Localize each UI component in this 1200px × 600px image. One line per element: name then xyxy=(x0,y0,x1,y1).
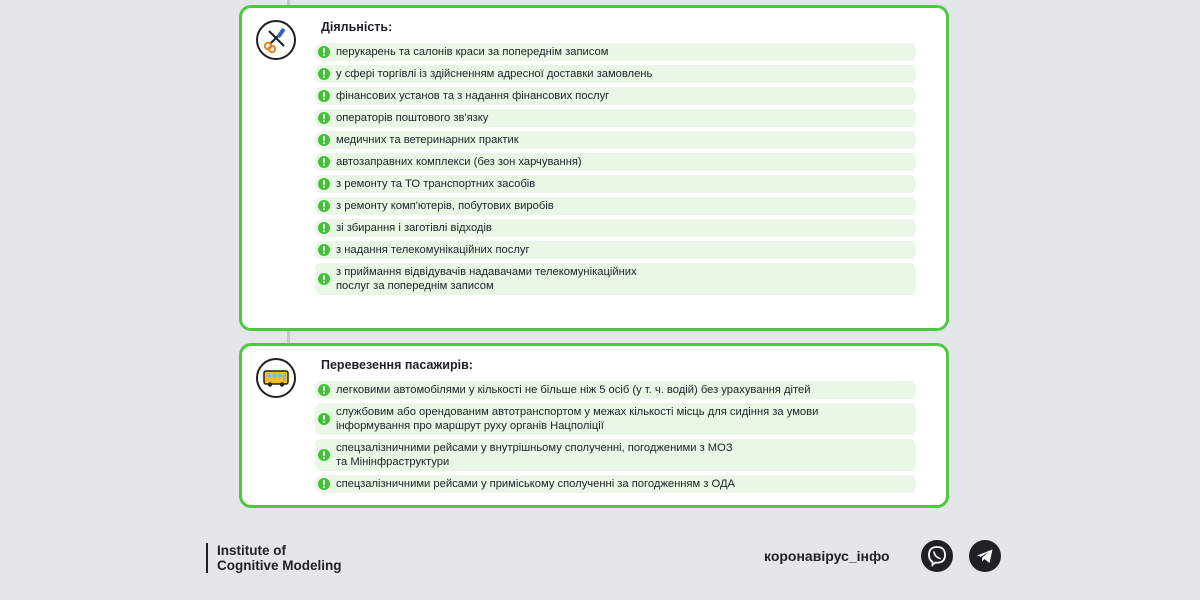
list-item: перукарень та салонів краси за попереднім записом xyxy=(315,43,916,61)
site-name: коронавірус_інфо xyxy=(764,548,890,564)
list-item: фінансових установ та з надання фінансових послуг xyxy=(315,87,916,105)
exclamation-icon xyxy=(318,178,330,190)
scissors-comb-icon xyxy=(256,20,296,60)
list-item: з надання телекомунікаційних послуг xyxy=(315,241,916,259)
list-item: службовим або орендованим автотранспортом у межах кількості місць для сидіння за умови інформування про маршрут руху органів Нацполіції xyxy=(315,403,916,435)
logo-line: Cognitive Modeling xyxy=(217,558,342,573)
list-item: спецзалізничними рейсами у внутрішньому сполученні, погодженими з МОЗ та Мінінфраструктури xyxy=(315,439,916,471)
passenger-list xyxy=(315,381,916,497)
exclamation-icon xyxy=(318,112,330,124)
exclamation-icon xyxy=(318,413,330,425)
list-item: медичних та ветеринарних практик xyxy=(315,131,916,149)
exclamation-icon xyxy=(318,478,330,490)
section-title: Перевезення пасажирів: xyxy=(321,358,473,372)
viber-icon[interactable] xyxy=(921,540,953,572)
activity-list xyxy=(315,43,916,299)
list-item: зі збирання і заготівлі відходів xyxy=(315,219,916,237)
exclamation-icon xyxy=(318,384,330,396)
activity-card xyxy=(239,5,949,331)
institute-logo xyxy=(206,543,342,573)
exclamation-icon xyxy=(318,90,330,102)
exclamation-icon xyxy=(318,46,330,58)
section-title: Діяльність: xyxy=(321,20,393,34)
bus-icon xyxy=(256,358,296,398)
logo-line: Institute of xyxy=(217,543,286,558)
exclamation-icon xyxy=(318,200,330,212)
list-item: з ремонту комп'ютерів, побутових виробів xyxy=(315,197,916,215)
exclamation-icon xyxy=(318,134,330,146)
list-item: у сфері торгівлі із здійсненням адресної доставки замовлень xyxy=(315,65,916,83)
telegram-icon[interactable] xyxy=(969,540,1001,572)
list-item: автозаправних комплекси (без зон харчування) xyxy=(315,153,916,171)
list-item: легковими автомобілями у кількості не більше ніж 5 осіб (у т. ч. водій) без урахування дітей xyxy=(315,381,916,399)
exclamation-icon xyxy=(318,222,330,234)
list-item: спецзалізничними рейсами у приміському сполученні за погодженням з ОДА xyxy=(315,475,916,493)
exclamation-icon xyxy=(318,449,330,461)
list-item: операторів поштового зв'язку xyxy=(315,109,916,127)
exclamation-icon xyxy=(318,273,330,285)
list-item: з приймання відвідувачів надавачами телекомунікаційних послуг за попереднім записом xyxy=(315,263,916,295)
list-item: з ремонту та ТО транспортних засобів xyxy=(315,175,916,193)
exclamation-icon xyxy=(318,156,330,168)
exclamation-icon xyxy=(318,244,330,256)
exclamation-icon xyxy=(318,68,330,80)
passenger-transport-card xyxy=(239,343,949,508)
